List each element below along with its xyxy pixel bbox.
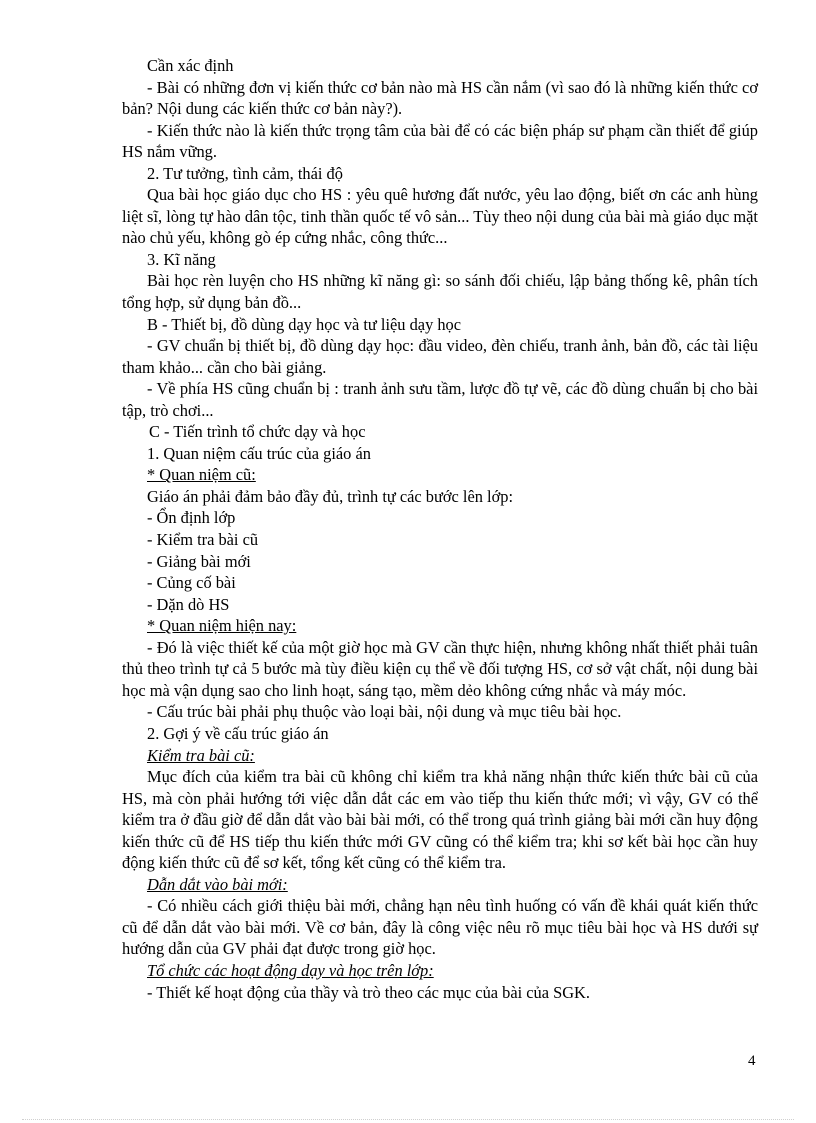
- page-number: 4: [748, 1053, 756, 1069]
- paragraph: Giáo án phải đảm bảo đầy đủ, trình tự các bước lên lớp:: [147, 486, 513, 506]
- paragraph: - Giảng bài mới: [147, 551, 251, 571]
- paragraph: - Có nhiều cách giới thiệu bài mới, chẳng hạn nêu tình huống có vấn đề khái quát kiến thức cũ để dẫn dắt vào bài mới. Về cơ bản, đây là công việc nêu rõ mục tiêu bài học và HS dưới sự hướng dẫn của GV phải đạt được trong giờ học.: [122, 896, 758, 959]
- paragraph: 2. Tư tưởng, tình cảm, thái độ: [147, 163, 343, 183]
- paragraph: - Thiết kế hoạt động của thầy và trò theo các mục của bài của SGK.: [147, 982, 590, 1002]
- paragraph: B - Thiết bị, đồ dùng dạy học và tư liệu dạy học: [147, 314, 462, 334]
- paragraph: Kiểm tra bài cũ:: [147, 745, 255, 765]
- paragraph: - Củng cố bài: [147, 573, 236, 593]
- paragraph: - Cấu trúc bài phải phụ thuộc vào loại bài, nội dung và mục tiêu bài học.: [147, 702, 622, 722]
- paragraph: C - Tiến trình tổ chức dạy và học: [149, 422, 366, 442]
- paragraph: - GV chuẩn bị thiết bị, đồ dùng dạy học: đầu video, đèn chiếu, tranh ảnh, bản đồ, các tài liệu tham khảo... cần cho bài giảng.: [122, 336, 758, 377]
- paragraph: Tổ chức các hoạt động dạy và học trên lớp:: [147, 960, 434, 980]
- paragraph: * Quan niệm hiện nay:: [147, 616, 297, 636]
- paragraph: 1. Quan niệm cấu trúc của giáo án: [147, 443, 371, 463]
- paragraph: Dẫn dắt vào bài mới:: [147, 874, 288, 894]
- paragraph: - Về phía HS cũng chuẩn bị : tranh ảnh sưu tầm, lược đồ tự vẽ, các đồ dùng chuẩn bị cho bài tập, trò chơi...: [122, 379, 758, 420]
- paragraph: - Bài có những đơn vị kiến thức cơ bản nào mà HS cần nắm (vì sao đó là những kiến thức cơ bản? Nội dung các kiến thức cơ bản này?).: [122, 77, 758, 119]
- paragraph: Mục đích của kiểm tra bài cũ không chỉ kiểm tra khả năng nhận thức kiến thức bài cũ của HS, mà còn phải hướng tới việc dẫn dắt các em vào tiếp thu kiến thức mới; vì vậy, GV có thể kiểm tra ở đầu giờ để dẫn dắt vào bài bài mới, có thể trong quá trình giảng bài mới cần huy động kiến thức cũ để HS tiếp thu kiến thức mới GV cũng có thể kiểm tra; khi sơ kết bài học cần huy động kiến thức cũ để sơ kết, tổng kết cũng có thể kiểm tra.: [122, 767, 758, 873]
- paragraph: - Ổn định lớp: [147, 508, 236, 528]
- paragraph: Cần xác định: [147, 56, 234, 75]
- paragraph: 2. Gợi ý về cấu trúc giáo án: [147, 723, 329, 743]
- paragraph: - Kiểm tra bài cũ: [147, 530, 259, 550]
- paragraph: 3. Kĩ năng: [147, 249, 216, 269]
- paragraph: * Quan niệm cũ:: [147, 465, 256, 485]
- page-bottom-rule: [22, 1119, 794, 1120]
- document-body: [122, 55, 758, 1003]
- paragraph: Qua bài học giáo dục cho HS : yêu quê hương đất nước, yêu lao động, biết ơn các anh hùng liệt sĩ, lòng tự hào dân tộc, tinh thần quốc tế vô sản... Tùy theo nội dung của bài mà giáo dục mặt nào chủ yếu, không gò ép cứng nhắc, công thức...: [122, 185, 758, 248]
- paragraph: - Kiến thức nào là kiến thức trọng tâm của bài để có các biện pháp sư phạm cần thiết để giúp HS nắm vững.: [122, 120, 758, 162]
- paragraph: Bài học rèn luyện cho HS những kĩ năng gì: so sánh đối chiếu, lập bảng thống kê, phân tích tổng hợp, sử dụng bản đồ...: [122, 271, 758, 313]
- paragraph: - Dặn dò HS: [147, 594, 230, 614]
- paragraph: - Đó là việc thiết kế của một giờ học mà GV cần thực hiện, nhưng không nhất thiết phải tuân thủ theo trình tự cả 5 bước mà tùy điều kiện cụ thể về đối tượng HS, cơ sở vật chất, nội dung bài học mà vận dụng sao cho linh hoạt, sáng tạo, mềm dẻo không cứng nhắc và máy móc.: [122, 637, 758, 700]
